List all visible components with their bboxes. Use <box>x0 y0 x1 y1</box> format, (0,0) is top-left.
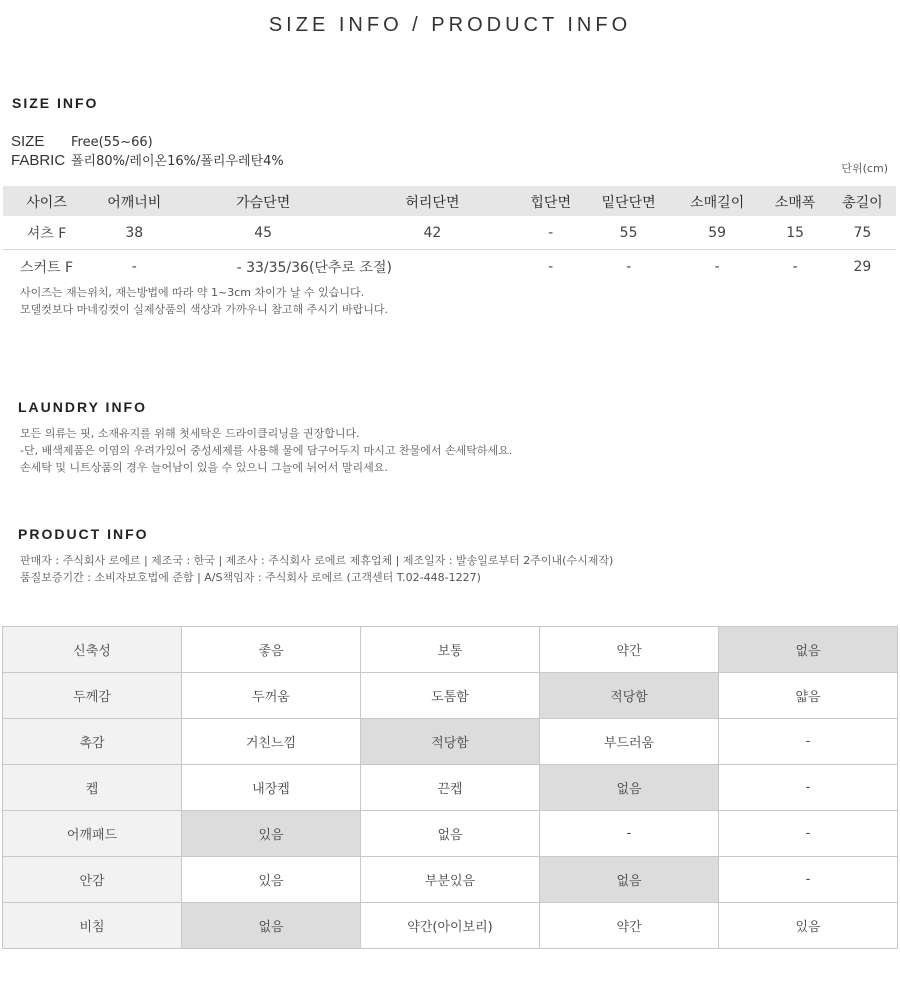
property-option-selected: 없음 <box>540 765 719 811</box>
table-cell: 38 <box>90 216 179 250</box>
property-row <box>3 673 898 719</box>
property-row <box>3 719 898 765</box>
property-option: 약간 <box>540 903 719 949</box>
property-option-selected: 없음 <box>182 903 361 949</box>
property-option: 약간(아이보리) <box>361 903 540 949</box>
property-row <box>3 811 898 857</box>
laundry-line: 손세탁 및 니트상품의 경우 늘어남이 있을 수 있으니 그늘에 뉘어서 말리세요. <box>20 461 388 474</box>
size-table <box>3 186 896 283</box>
property-option: 두꺼움 <box>182 673 361 719</box>
laundry-line: -단, 배색제품은 이염의 우려가있어 중성세제를 사용해 물에 담구어두지 마시고 찬물에서 손세탁하세요. <box>20 444 513 457</box>
property-option: 얇음 <box>719 673 898 719</box>
product-info-heading: PRODUCT INFO <box>18 526 149 542</box>
table-cell: - <box>548 258 554 275</box>
header-cell: 밑단단면 <box>584 187 673 217</box>
laundry-info-heading: LAUNDRY INFO <box>18 399 147 415</box>
table-cell: - <box>626 258 632 275</box>
property-label: 두께감 <box>3 673 182 719</box>
property-table <box>2 626 898 949</box>
laundry-notes <box>20 425 512 476</box>
property-option: 있음 <box>182 857 361 903</box>
size-info-heading: SIZE INFO <box>12 95 99 111</box>
header-cell: 총길이 <box>829 187 896 217</box>
laundry-line: 모든 의류는 핏, 소재유지를 위해 첫세탁은 드라이클리닝을 권장합니다. <box>20 427 360 440</box>
table-cell: - 33/35/36(단추로 조절) <box>236 259 392 276</box>
property-option: - <box>719 719 898 765</box>
property-option: - <box>719 765 898 811</box>
size-label: SIZE <box>11 133 45 150</box>
table-cell: - <box>714 258 720 275</box>
product-notes <box>20 552 613 586</box>
property-option: 끈켑 <box>361 765 540 811</box>
table-cell: 스커트 F <box>19 259 74 276</box>
property-option: - <box>719 811 898 857</box>
table-cell: 29 <box>853 258 872 275</box>
table-cell: 42 <box>348 216 517 250</box>
fabric-spec <box>11 150 284 169</box>
product-line: 품질보증기간 : 소비자보호법에 준함 | A/S책임자 : 주식회사 로에르 (고객센터 T.02-448-1227) <box>20 571 481 584</box>
header-cell: 소매폭 <box>761 187 828 217</box>
table-cell: 셔츠 F <box>3 216 90 250</box>
table-cell: - <box>792 258 798 275</box>
property-label: 어깨패드 <box>3 811 182 857</box>
table-row <box>3 250 896 284</box>
property-option-selected: 적당함 <box>540 673 719 719</box>
unit-label: 단위(cm) <box>841 162 888 175</box>
property-option: 부드러움 <box>540 719 719 765</box>
table-row <box>3 216 896 250</box>
property-label: 켑 <box>3 765 182 811</box>
fabric-value: 폴리80%/레이온16%/폴리우레탄4% <box>71 154 284 169</box>
property-row <box>3 765 898 811</box>
header-cell: 힙단면 <box>517 187 584 217</box>
property-option: 약간 <box>540 627 719 673</box>
header-cell: 사이즈 <box>3 187 90 217</box>
size-note-line: 모델컷보다 마네킹컷이 실제상품의 색상과 가까우니 참고해 주시기 바랍니다. <box>20 303 389 316</box>
property-label: 안감 <box>3 857 182 903</box>
property-row <box>3 627 898 673</box>
size-note-line: 사이즈는 재는위치, 재는방법에 따라 약 1~3cm 차이가 날 수 있습니다. <box>20 286 365 299</box>
property-option: 내장켑 <box>182 765 361 811</box>
header-cell: 소매길이 <box>673 187 762 217</box>
property-option: 좋음 <box>182 627 361 673</box>
property-option: - <box>719 857 898 903</box>
property-label: 신축성 <box>3 627 182 673</box>
property-option: 있음 <box>719 903 898 949</box>
property-row <box>3 903 898 949</box>
header-cell: 허리단면 <box>348 187 517 217</box>
table-cell: 55 <box>584 216 673 250</box>
property-option: 부분있음 <box>361 857 540 903</box>
size-spec <box>11 133 153 150</box>
property-option: 거친느낌 <box>182 719 361 765</box>
size-value: Free(55~66) <box>71 135 153 150</box>
property-label: 촉감 <box>3 719 182 765</box>
property-option: 도톰함 <box>361 673 540 719</box>
page-title: SIZE INFO / PRODUCT INFO <box>268 14 632 36</box>
table-cell: 45 <box>179 216 348 250</box>
property-option-selected: 없음 <box>719 627 898 673</box>
property-option-selected: 없음 <box>540 857 719 903</box>
property-option: - <box>540 811 719 857</box>
table-cell: - <box>517 216 584 250</box>
property-option-selected: 적당함 <box>361 719 540 765</box>
property-option: 보통 <box>361 627 540 673</box>
header-cell: 어깨너비 <box>90 187 179 217</box>
product-line: 판매자 : 주식회사 로에르 | 제조국 : 한국 | 제조사 : 주식회사 로에르 제휴업체 | 제조일자 : 발송일로부터 2주이내(수시제작) <box>20 554 614 567</box>
header-cell: 가슴단면 <box>179 187 348 217</box>
size-notes <box>20 284 388 318</box>
table-cell: - <box>131 258 137 275</box>
property-label: 비침 <box>3 903 182 949</box>
table-cell: 15 <box>761 216 828 250</box>
table-cell: 75 <box>829 216 896 250</box>
property-option-selected: 있음 <box>182 811 361 857</box>
table-cell: 59 <box>673 216 762 250</box>
property-row <box>3 857 898 903</box>
property-option: 없음 <box>361 811 540 857</box>
size-table-header <box>3 187 896 217</box>
fabric-label: FABRIC <box>11 152 66 169</box>
